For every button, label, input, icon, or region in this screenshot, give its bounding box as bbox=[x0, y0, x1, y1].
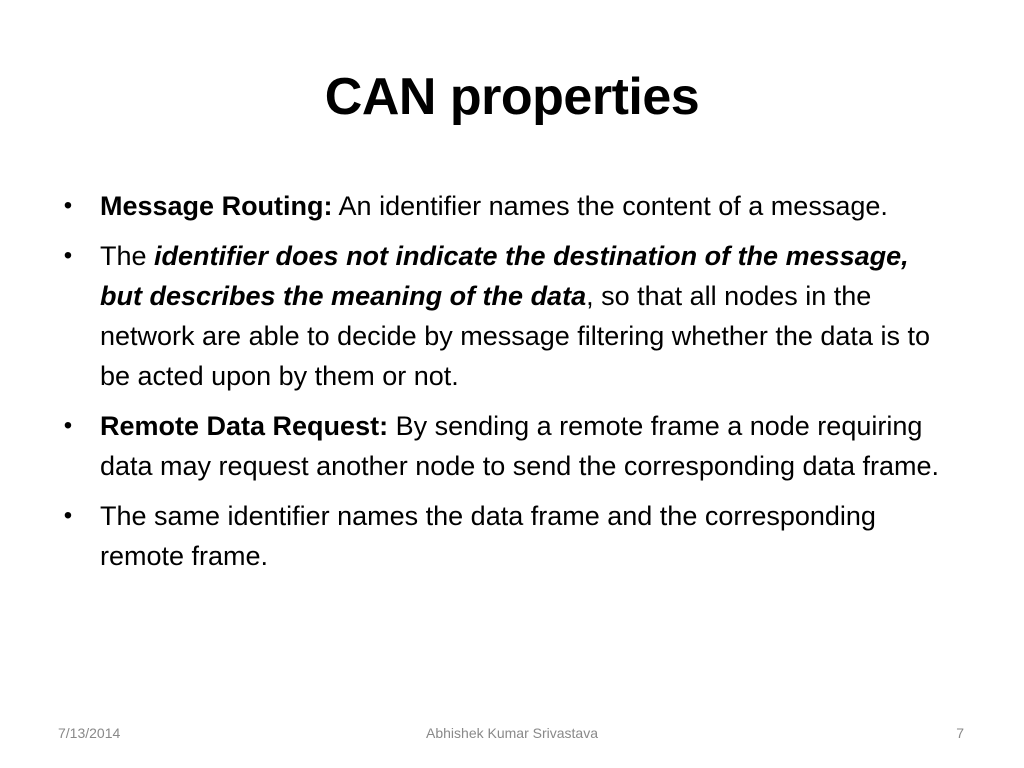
bullet-suffix: , so that all nodes in the network are able to decide by message filtering whether the data is to be acted upon by them or not. bbox=[100, 281, 930, 391]
slide-title: CAN properties bbox=[324, 68, 700, 126]
bullet-icon: • bbox=[63, 242, 73, 269]
footer-date: 7/13/2014 bbox=[58, 725, 121, 741]
bullet-prefix: The bbox=[100, 241, 155, 271]
bullet-text: An identifier names the content of a message. bbox=[332, 191, 888, 221]
bullet-item-remote-data-request bbox=[58, 406, 958, 486]
bullet-text: By sending a remote frame a node requiring data may request another node to send the corresponding data frame. bbox=[100, 411, 940, 481]
bullet-item-same-identifier bbox=[58, 496, 958, 576]
footer-author: Abhishek Kumar Srivastava bbox=[426, 725, 598, 741]
bullet-label: Remote Data Request: bbox=[100, 411, 389, 441]
bullet-item-identifier bbox=[58, 236, 958, 396]
bullet-list bbox=[58, 186, 958, 586]
bullet-emphasis: identifier does not indicate the destination of the message, but describes the meaning of the data bbox=[100, 241, 909, 311]
bullet-label: Message Routing: bbox=[100, 191, 333, 221]
bullet-icon: • bbox=[63, 192, 73, 219]
bullet-item-message-routing bbox=[58, 186, 958, 226]
bullet-icon: • bbox=[63, 502, 73, 529]
bullet-text: The same identifier names the data frame and the corresponding remote frame. bbox=[100, 501, 876, 571]
bullet-icon: • bbox=[63, 412, 73, 439]
footer-page-number: 7 bbox=[956, 725, 964, 741]
